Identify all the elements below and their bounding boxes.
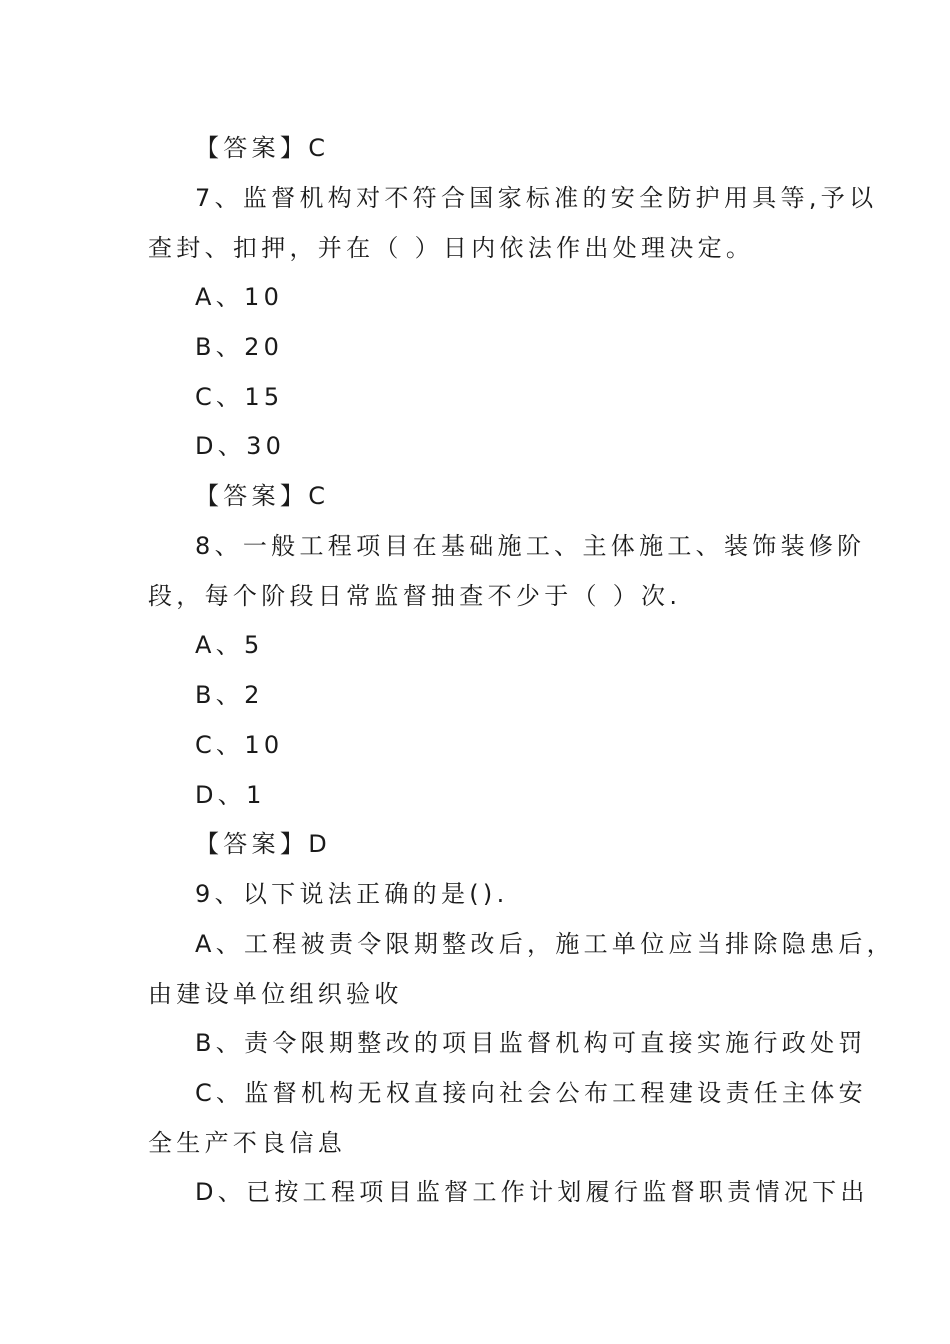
question-7-line-1: 7、监督机构对不符合国家标准的安全防护用具等,予以: [195, 184, 878, 212]
option-c-line-1: C、监督机构无权直接向社会公布工程建设责任主体安: [195, 1079, 867, 1107]
option-c-line-2: 全生产不良信息: [148, 1129, 347, 1157]
option-b: B、责令限期整改的项目监督机构可直接实施行政处罚: [195, 1029, 867, 1057]
option-b: B、2: [195, 681, 264, 709]
option-c: C、15: [195, 383, 284, 411]
option-a-line-2: 由建设单位组织验收: [148, 980, 403, 1008]
option-a: A、5: [195, 631, 264, 659]
question-8-line-1: 8、一般工程项目在基础施工、主体施工、装饰装修阶: [195, 532, 866, 560]
answer-line: 【答案】C: [195, 482, 330, 510]
option-d-line-1: D、已按工程项目监督工作计划履行监督职责情况下出: [195, 1178, 869, 1206]
option-a: A、10: [195, 283, 284, 311]
option-a-line-1: A、工程被责令限期整改后，施工单位应当排除隐患后，: [195, 930, 895, 958]
question-7-line-2: 查封、扣押，并在（ ）日内依法作出处理决定。: [148, 234, 755, 262]
option-b: B、20: [195, 333, 284, 361]
option-c: C、10: [195, 731, 284, 759]
question-9-line-1: 9、以下说法正确的是().: [195, 880, 509, 908]
answer-line: 【答案】D: [195, 830, 331, 858]
question-8-line-2: 段，每个阶段日常监督抽查不少于（ ）次.: [148, 582, 682, 610]
option-d: D、1: [195, 781, 266, 809]
option-d: D、30: [195, 432, 286, 460]
answer-line: 【答案】C: [195, 134, 330, 162]
